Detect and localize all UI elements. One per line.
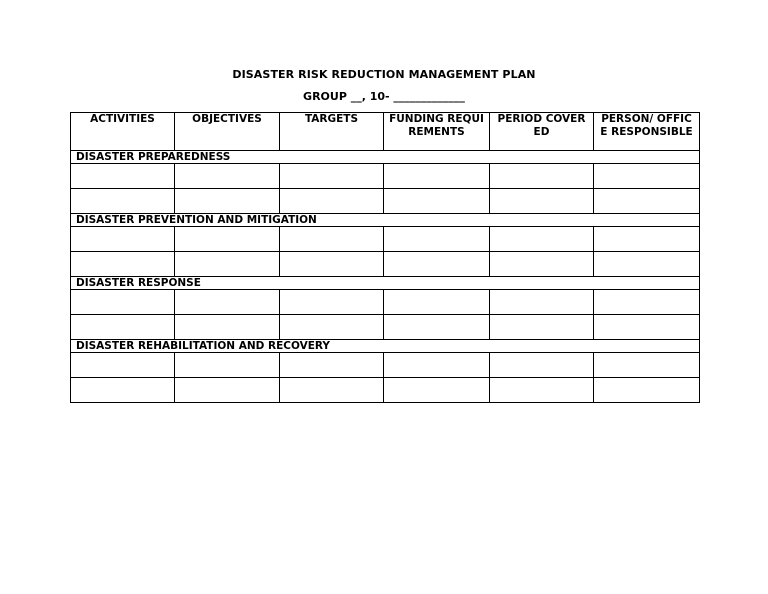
column-header-person-office-responsible: PERSON/ OFFICE RESPONSIBLE (594, 113, 700, 151)
table-cell (71, 315, 175, 340)
column-header-funding-requirements: FUNDING REQUIREMENTS (384, 113, 490, 151)
table-cell (71, 164, 175, 189)
table-row (71, 252, 700, 277)
table-cell (384, 315, 490, 340)
table-cell (71, 252, 175, 277)
table-cell (594, 227, 700, 252)
table-cell (594, 252, 700, 277)
table-cell (490, 290, 594, 315)
section-row (71, 214, 700, 227)
table-row (71, 378, 700, 403)
table-cell (175, 164, 280, 189)
section-label: DISASTER REHABILITATION AND RECOVERY (71, 340, 700, 353)
table-cell (594, 315, 700, 340)
document-subtitle: GROUP __, 10- _____________ (303, 90, 465, 103)
table-cell (490, 189, 594, 214)
table-cell (384, 353, 490, 378)
table-cell (490, 227, 594, 252)
table-row (71, 290, 700, 315)
table-cell (384, 290, 490, 315)
column-header-targets: TARGETS (280, 113, 384, 151)
table-cell (71, 378, 175, 403)
table-cell (490, 315, 594, 340)
table-cell (280, 353, 384, 378)
table-cell (594, 189, 700, 214)
table-cell (384, 227, 490, 252)
section-label: DISASTER RESPONSE (71, 277, 700, 290)
table-header-row (71, 113, 700, 151)
document-title: DISASTER RISK REDUCTION MANAGEMENT PLAN (232, 68, 536, 81)
table-cell (280, 290, 384, 315)
table-cell (175, 227, 280, 252)
table-row (71, 189, 700, 214)
table-cell (71, 189, 175, 214)
column-header-period-covered: PERIOD COVERED (490, 113, 594, 151)
table-cell (594, 164, 700, 189)
table-cell (280, 378, 384, 403)
column-header-objectives: OBJECTIVES (175, 113, 280, 151)
table-cell (594, 378, 700, 403)
table-cell (175, 189, 280, 214)
table-cell (280, 164, 384, 189)
section-row (71, 277, 700, 290)
table-cell (280, 252, 384, 277)
table-cell (280, 227, 384, 252)
table-cell (384, 378, 490, 403)
section-row (71, 340, 700, 353)
table-cell (384, 164, 490, 189)
table-cell (71, 353, 175, 378)
table-cell (384, 189, 490, 214)
table-cell (71, 290, 175, 315)
table-cell (490, 353, 594, 378)
table-cell (490, 164, 594, 189)
table-cell (175, 290, 280, 315)
column-header-activities: ACTIVITIES (71, 113, 175, 151)
table-cell (594, 353, 700, 378)
table-row (71, 164, 700, 189)
table-cell (71, 227, 175, 252)
table-cell (175, 315, 280, 340)
table-cell (280, 189, 384, 214)
table-cell (175, 353, 280, 378)
section-label: DISASTER PREPAREDNESS (71, 151, 700, 164)
table-row (71, 315, 700, 340)
table-cell (175, 252, 280, 277)
table-row (71, 227, 700, 252)
table-cell (280, 315, 384, 340)
section-label: DISASTER PREVENTION AND MITIGATION (71, 214, 700, 227)
table-cell (490, 378, 594, 403)
section-row (71, 151, 700, 164)
table-cell (594, 290, 700, 315)
table-cell (175, 378, 280, 403)
table-cell (490, 252, 594, 277)
plan-table-body (71, 151, 700, 403)
plan-table (70, 112, 700, 403)
table-cell (384, 252, 490, 277)
table-row (71, 353, 700, 378)
